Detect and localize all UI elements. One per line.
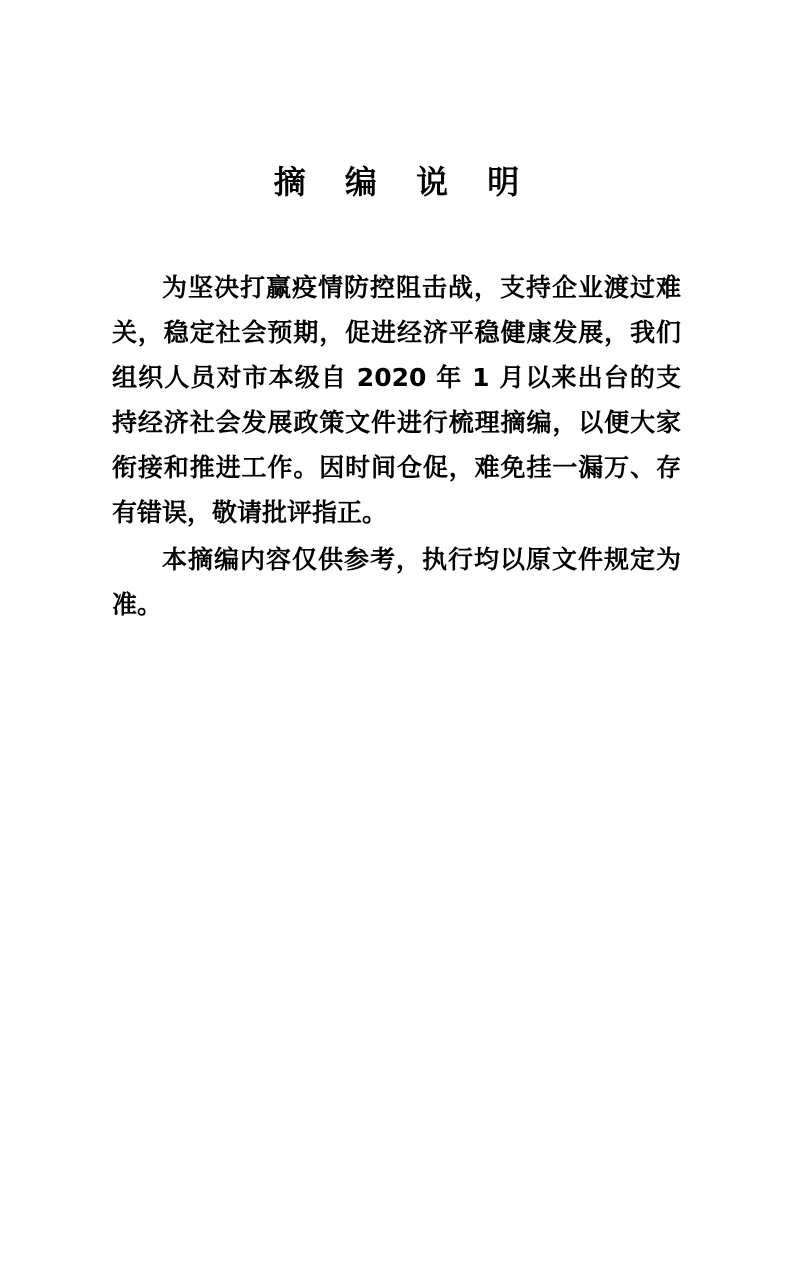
document-body <box>112 265 681 627</box>
paragraph: 为坚决打赢疫情防控阻击战，支持企业渡过难关，稳定社会预期，促进经济平稳健康发展，我们组织人员对市本级自 2020 年 1 月以来出台的支持经济社会发展政策文件进行梳理摘编，以便大家衔接和推进工作。因时间仓促，难免挂一漏万、存有错误，敬请批评指正。 <box>112 272 681 527</box>
paragraph: 本摘编内容仅供参考，执行均以原文件规定为准。 <box>112 544 681 619</box>
page-title: 摘 编 说 明 <box>273 163 534 201</box>
document-page <box>0 160 793 1282</box>
